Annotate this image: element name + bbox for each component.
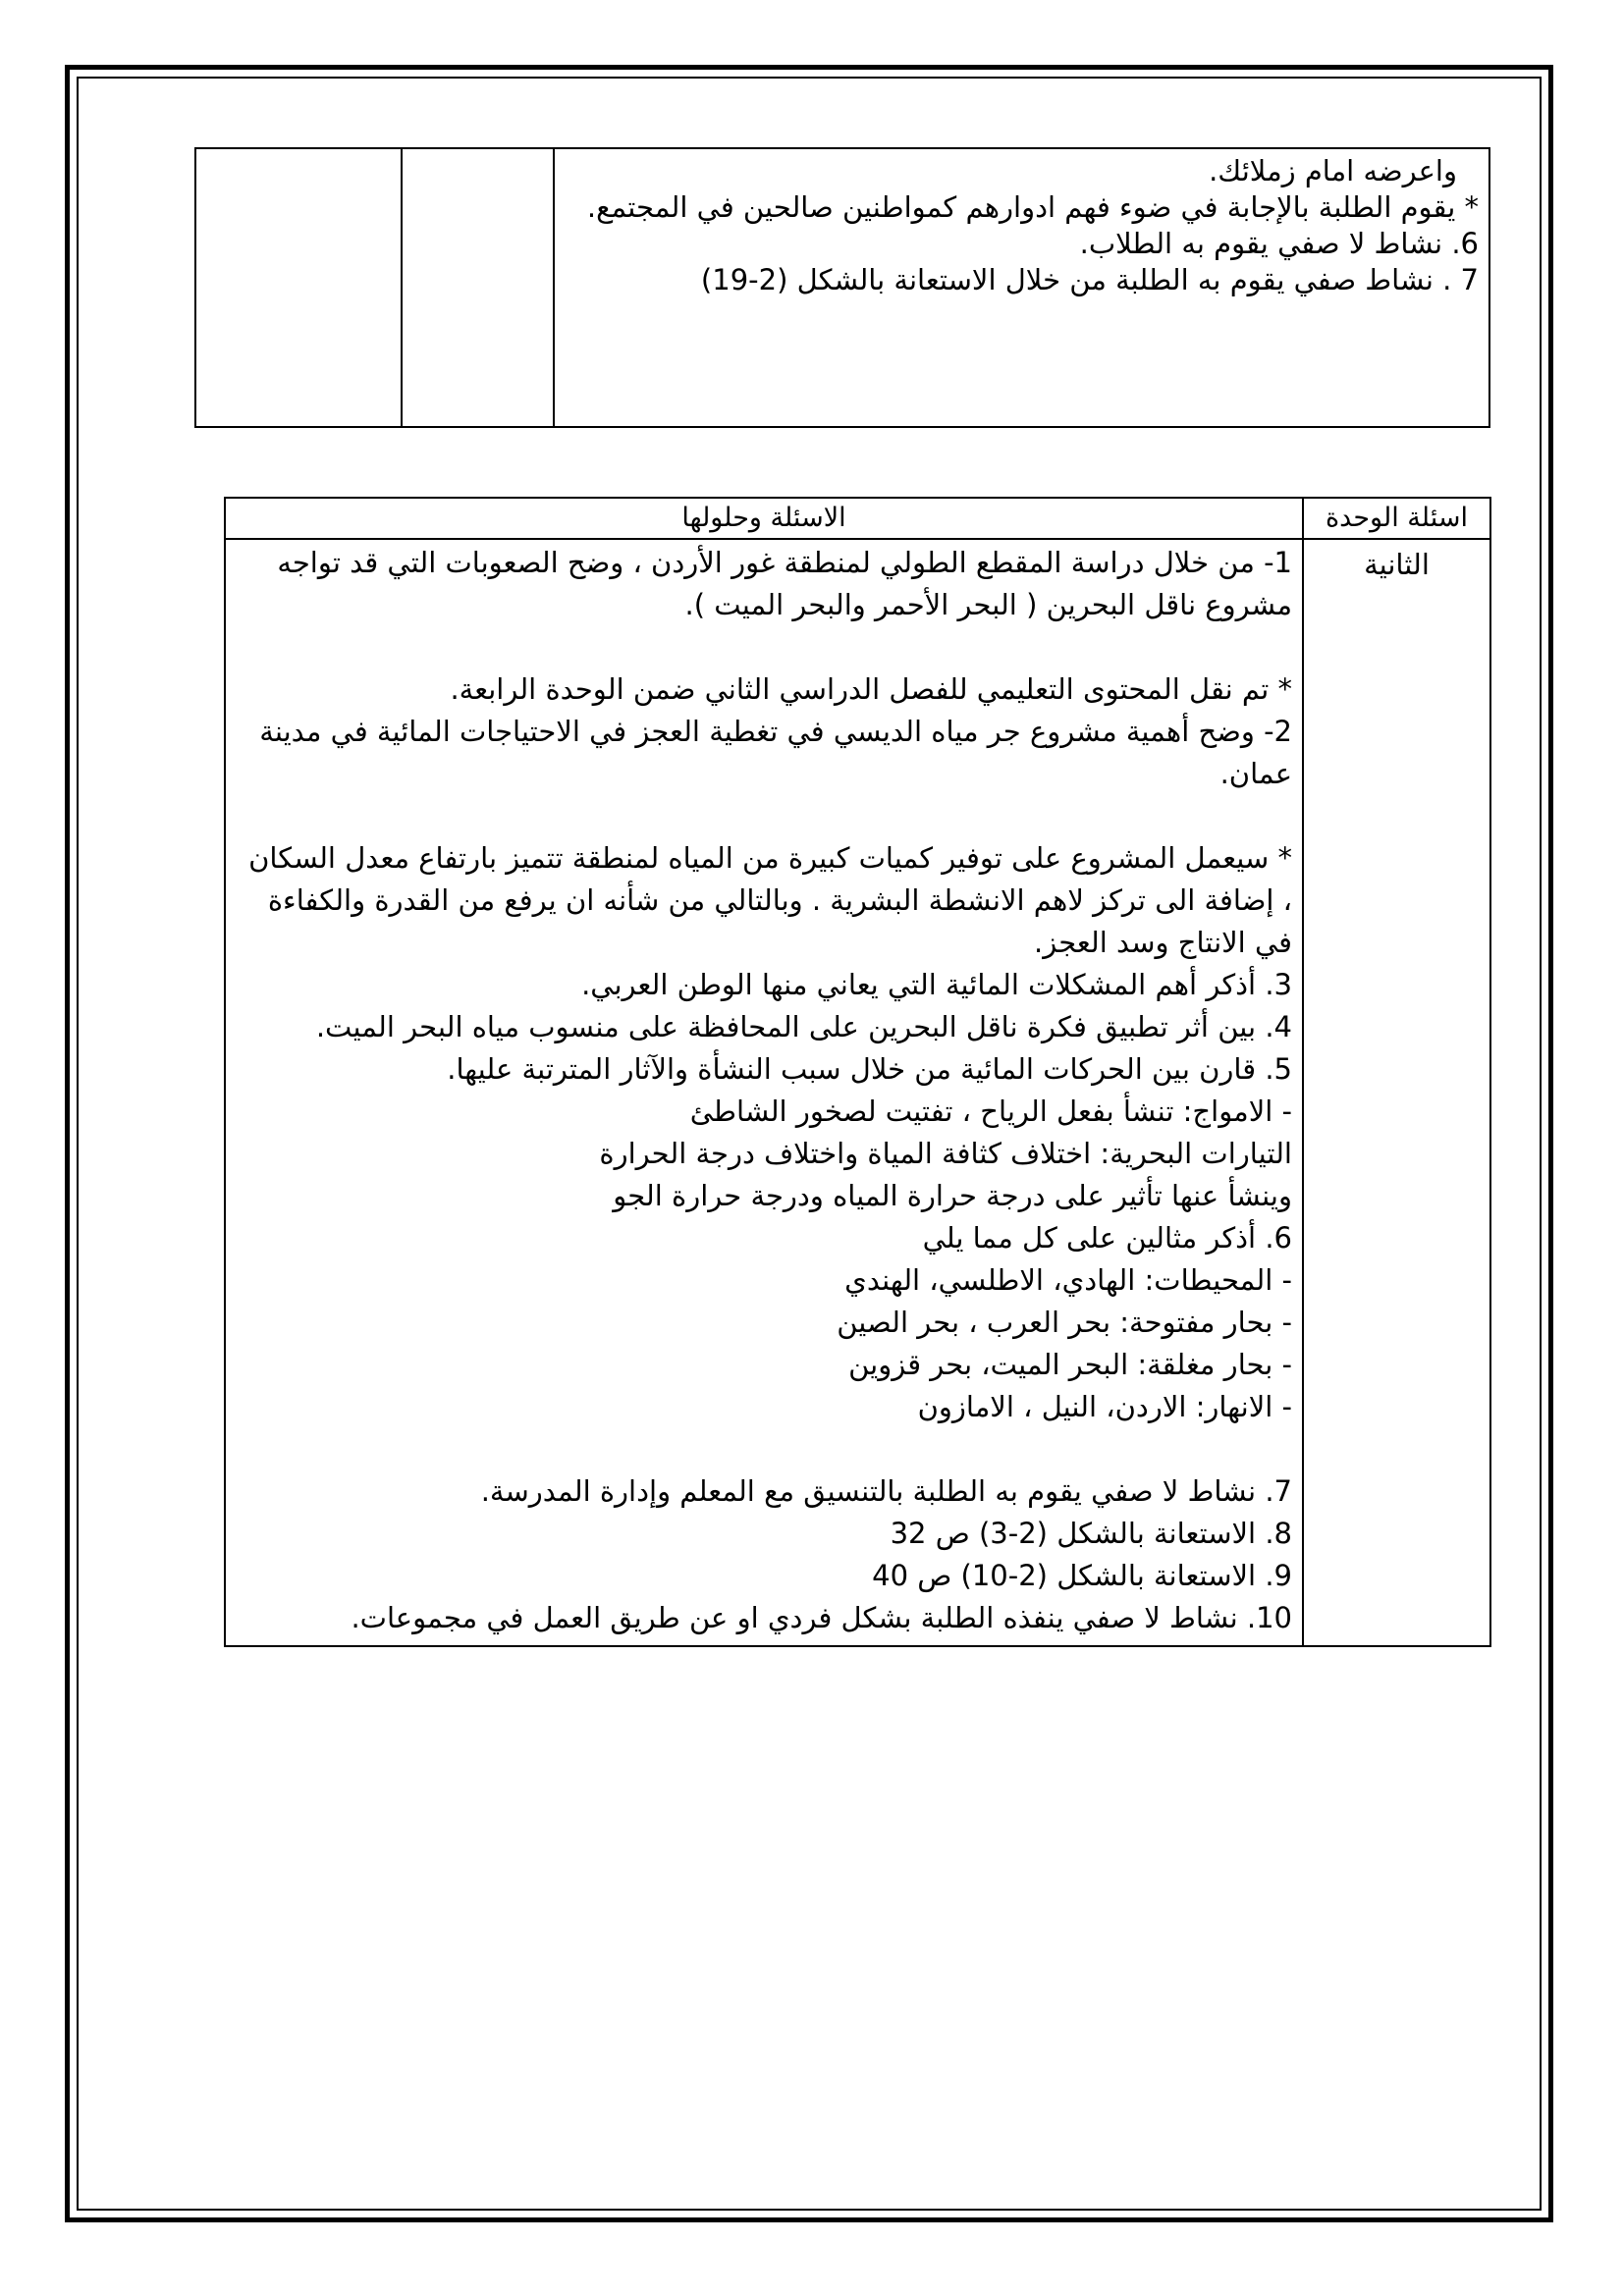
answer-5-line: - الامواج: تنشأ بفعل الرياح ، تفتيت لصخور الشاطئ <box>689 1095 1292 1128</box>
answer-5-line: التيارات البحرية: اختلاف كثافة المياة واختلاف درجة الحرارة <box>599 1137 1292 1170</box>
text-line: 7 . نشاط صفي يقوم به الطلبة من خلال الاستعانة بالشكل (2-19) <box>700 263 1479 296</box>
unit-name: الثانية <box>1364 548 1430 581</box>
question-7: 7. نشاط لا صفي يقوم به الطلبة بالتنسيق مع المعلم وإدارة المدرسة. <box>480 1474 1292 1508</box>
question-9: 9. الاستعانة بالشكل (2-10) ص 40 <box>872 1559 1292 1592</box>
empty-cell-middle <box>402 148 554 427</box>
questions-cell <box>225 539 1303 1646</box>
question-3: 3. أذكر أهم المشكلات المائية التي يعاني منها الوطن العربي. <box>581 968 1292 1001</box>
question-6: 6. أذكر مثالين على كل مما يلي <box>922 1221 1292 1255</box>
question-2: 2- وضح أهمية مشروع جر مياه الديسي في تغطية العجز في الاحتياجات المائية في مدينة عمان. <box>259 715 1292 790</box>
text-line: واعرضه امام زملائك. <box>1209 154 1457 187</box>
answer-6-line: - المحيطات: الهادي، الاطلسي، الهندي <box>844 1263 1292 1297</box>
unit-cell <box>1303 539 1490 1646</box>
questions-header: الاسئلة وحلولها <box>225 498 1303 539</box>
answer-2: * سيعمل المشروع على توفير كميات كبيرة من المياه لمنطقة تتميز بارتفاع معدل السكان ، إضافة الى تركز لاهم الانشطة البشرية . وبالتالي من شأنه ان يرفع من القدرة والكفاءة في الانتاج وسد العجز. <box>248 841 1292 959</box>
question-10: 10. نشاط لا صفي ينفذه الطلبة بشكل فردي او عن طريق العمل في مجموعات. <box>351 1601 1292 1634</box>
empty-cell-left <box>195 148 402 427</box>
questions-content <box>226 540 1302 1645</box>
unit-questions-table <box>224 497 1491 1647</box>
table-row <box>225 539 1490 1646</box>
answer-6-line: - بحار مغلقة: البحر الميت، بحر قزوين <box>848 1348 1292 1381</box>
text-line: * يقوم الطلبة بالإجابة في ضوء فهم ادوارهم كمواطنين صالحين في المجتمع. <box>586 190 1479 224</box>
answer-6-line: - الانهار: الاردن، النيل ، الامازون <box>917 1390 1292 1423</box>
table-header-row <box>225 498 1490 539</box>
answer-6-line: - بحار مفتوحة: بحر العرب ، بحر الصين <box>837 1306 1292 1339</box>
unit-header: اسئلة الوحدة <box>1303 498 1490 539</box>
question-5: 5. قارن بين الحركات المائية من خلال سبب النشأة والآثار المترتبة عليها. <box>447 1052 1292 1086</box>
activity-text <box>555 149 1489 302</box>
question-8: 8. الاستعانة بالشكل (2-3) ص 32 <box>890 1517 1292 1550</box>
text-line: 6. نشاط لا صفي يقوم به الطلاب. <box>1079 227 1479 260</box>
activities-table-continued <box>194 147 1490 428</box>
question-1: 1- من خلال دراسة المقطع الطولي لمنطقة غور الأردن ، وضح الصعوبات التي قد تواجه مشروع ناقل البحرين ( البحر الأحمر والبحر الميت ). <box>277 546 1292 621</box>
answer-1: * تم نقل المحتوى التعليمي للفصل الدراسي الثاني ضمن الوحدة الرابعة. <box>450 672 1292 706</box>
answer-5-line: وينشأ عنها تأثير على درجة حرارة المياه ودرجة حرارة الجو <box>613 1179 1292 1212</box>
question-4: 4. بين أثر تطبيق فكرة ناقل البحرين على المحافظة على منسوب مياه البحر الميت. <box>315 1010 1292 1043</box>
table-row <box>195 148 1489 427</box>
activity-text-cell <box>554 148 1489 427</box>
